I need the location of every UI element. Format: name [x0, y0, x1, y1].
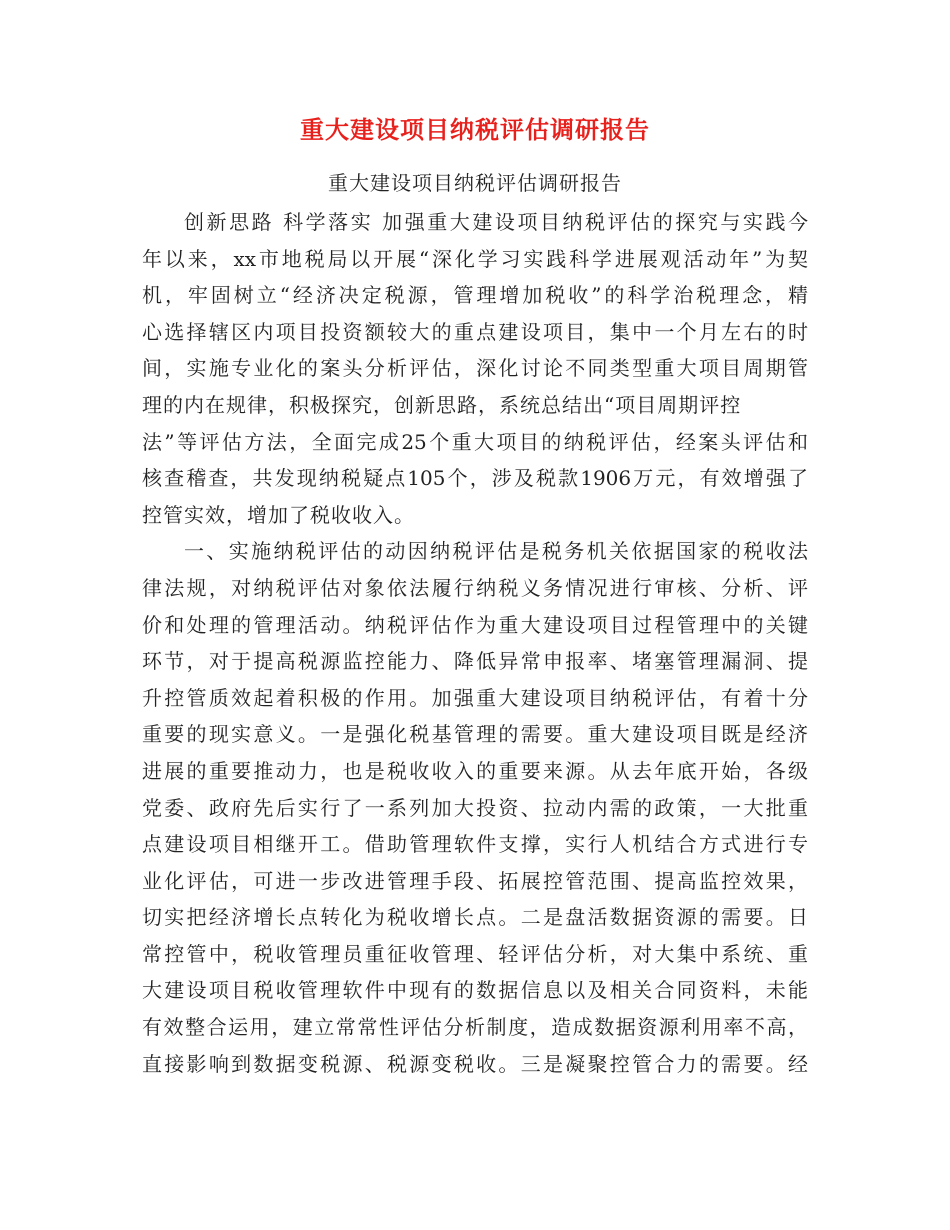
text-line: 机，牢固树立“经济决定税源，管理增加税收”的科学治税理念，精 [142, 283, 808, 308]
text-line: 党委、政府先后实行了一系列加大投资、拉动内需的政策，一大批重 [142, 795, 808, 820]
document-subtitle: 重大建设项目纳税评估调研报告 [328, 171, 622, 195]
document-body [142, 204, 808, 1082]
text-line: 法”等评估方法，全面完成25个重大项目的纳税评估，经案头评估和 [142, 429, 808, 454]
text-line: 进展的重要推动力，也是税收收入的重要来源。从去年底开始，各级 [142, 758, 808, 783]
text-line: 有效整合运用，建立常常性评估分析制度，造成数据资源利用率不高， [142, 1015, 808, 1040]
text-line: 核查稽查，共发现纳税疑点105个，涉及税款1906万元，有效增强了 [142, 466, 808, 491]
text-line: 一、实施纳税评估的动因纳税评估是税务机关依据国家的税收法 [184, 539, 808, 564]
text-line: 大建设项目税收管理软件中现有的数据信息以及相关合同资料，未能 [142, 978, 808, 1003]
text-line: 点建设项目相继开工。借助管理软件支撑，实行人机结合方式进行专 [142, 832, 808, 857]
text-line: 切实把经济增长点转化为税收增长点。二是盘活数据资源的需要。日 [142, 905, 808, 930]
text-line: 理的内在规律，积极探究，创新思路，系统总结出“项目周期评控 [142, 392, 742, 417]
paragraph [142, 204, 808, 533]
paragraph [142, 533, 808, 1082]
text-line: 控管实效，增加了税收收入。 [142, 502, 415, 527]
text-line: 业化评估，可进一步改进管理手段、拓展控管范围、提高监控效果， [142, 868, 808, 893]
text-line: 重要的现实意义。一是强化税基管理的需要。重大建设项目既是经济 [142, 722, 808, 747]
text-line: 心选择辖区内项目投资额较大的重点建设项目，集中一个月左右的时 [142, 319, 808, 344]
document-title: 重大建设项目纳税评估调研报告 [300, 115, 650, 144]
text-line: 年以来，xx市地税局以开展“深化学习实践科学进展观活动年”为契 [142, 246, 808, 271]
text-line: 直接影响到数据变税源、税源变税收。三是凝聚控管合力的需要。经 [142, 1051, 808, 1076]
text-line: 升控管质效起着积极的作用。加强重大建设项目纳税评估，有着十分 [142, 685, 808, 710]
text-line: 创新思路 科学落实 加强重大建设项目纳税评估的探究与实践今 [184, 210, 808, 234]
text-line: 间，实施专业化的案头分析评估，深化讨论不同类型重大项目周期管 [142, 356, 808, 381]
text-line: 律法规，对纳税评估对象依法履行纳税义务情况进行审核、分析、评 [142, 575, 808, 600]
text-line: 价和处理的管理活动。纳税评估作为重大建设项目过程管理中的关键 [142, 612, 808, 637]
text-line: 环节，对于提高税源监控能力、降低异常申报率、堵塞管理漏洞、提 [142, 649, 808, 674]
text-line: 常控管中，税收管理员重征收管理、轻评估分析，对大集中系统、重 [142, 941, 808, 966]
